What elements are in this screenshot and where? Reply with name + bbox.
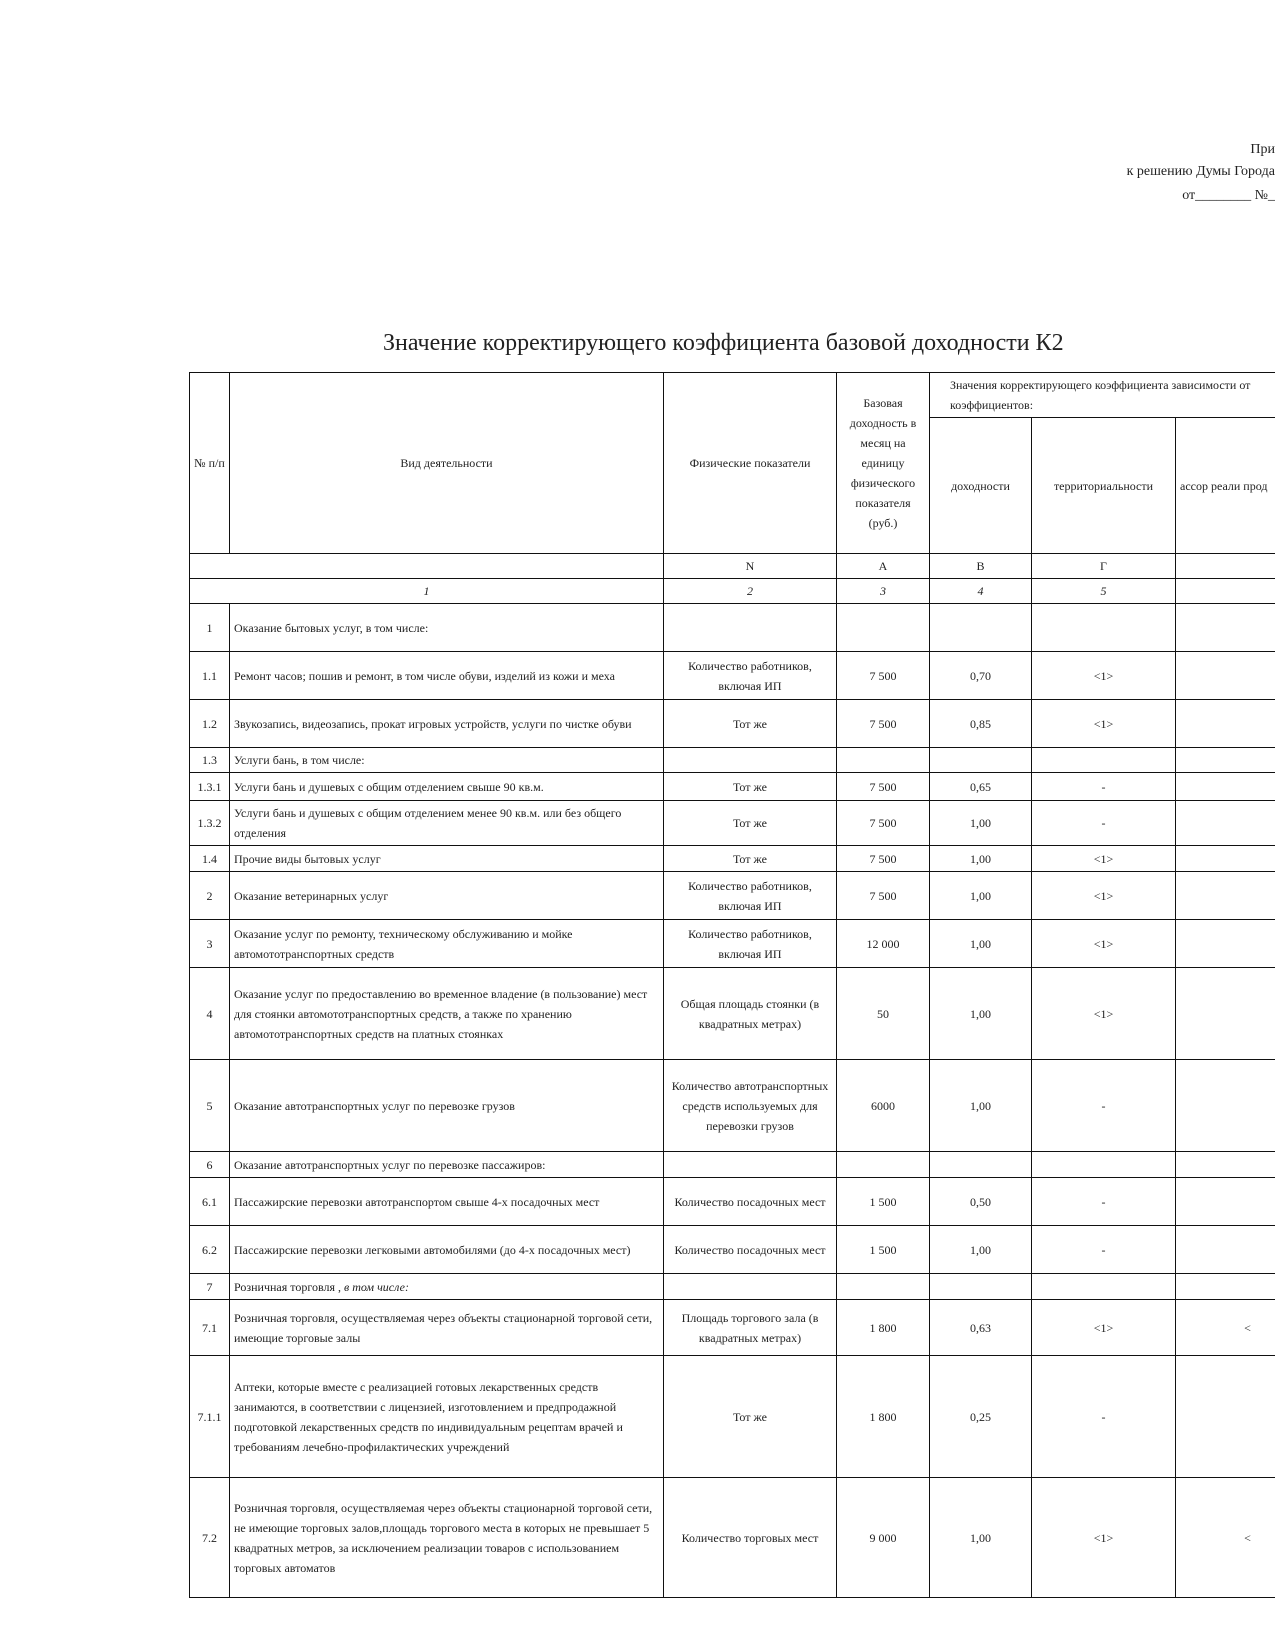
table-row bbox=[190, 920, 1275, 968]
row-extra-coef bbox=[1176, 920, 1275, 968]
row-num: 1.3.1 bbox=[190, 773, 230, 801]
row-income-coef: 1,00 bbox=[930, 1478, 1032, 1598]
row-income-coef: 1,00 bbox=[930, 872, 1032, 920]
row-num: 2 bbox=[190, 872, 230, 920]
colnum-3: 3 bbox=[837, 579, 930, 604]
row-physical bbox=[664, 1152, 837, 1178]
row-income-coef: 1,00 bbox=[930, 920, 1032, 968]
letter-g: Г bbox=[1032, 554, 1176, 579]
row-extra-coef bbox=[1176, 1178, 1275, 1226]
row-income-coef: 1,00 bbox=[930, 1060, 1032, 1152]
row-num: 1 bbox=[190, 604, 230, 652]
row-territory-coef: - bbox=[1032, 1178, 1176, 1226]
row-activity: Звукозапись, видеозапись, прокат игровых устройств, услуги по чистке обуви bbox=[230, 700, 664, 748]
header-activity: Вид деятельности bbox=[230, 373, 664, 554]
row-activity: Оказание ветеринарных услуг bbox=[230, 872, 664, 920]
row-extra-coef bbox=[1176, 652, 1275, 700]
row-territory-coef: <1> bbox=[1032, 1478, 1176, 1598]
row-territory-coef: <1> bbox=[1032, 846, 1176, 872]
row-base-income: 50 bbox=[837, 968, 930, 1060]
row-territory-coef: - bbox=[1032, 1356, 1176, 1478]
row-activity: Услуги бань и душевых с общим отделением менее 90 кв.м. или без общего отделения bbox=[230, 801, 664, 846]
header-coef-group bbox=[930, 373, 1275, 418]
header-income: доходности bbox=[930, 418, 1032, 554]
row-physical bbox=[664, 748, 837, 773]
row-num: 7 bbox=[190, 1274, 230, 1300]
header-territory: территориальности bbox=[1032, 418, 1176, 554]
row-base-income: 7 500 bbox=[837, 872, 930, 920]
table-row bbox=[190, 773, 1275, 801]
colnum-6 bbox=[1176, 579, 1275, 604]
row-physical: Площадь торгового зала (в квадратных метрах) bbox=[664, 1300, 837, 1356]
coefficient-table-wrapper bbox=[189, 372, 1275, 1650]
row-extra-coef bbox=[1176, 700, 1275, 748]
table-body bbox=[190, 604, 1275, 1598]
row-territory-coef: <1> bbox=[1032, 968, 1176, 1060]
table-row bbox=[190, 1178, 1275, 1226]
row-income-coef: 0,85 bbox=[930, 700, 1032, 748]
row-extra-coef bbox=[1176, 872, 1275, 920]
row-physical bbox=[664, 1274, 837, 1300]
row-territory-coef bbox=[1032, 604, 1176, 652]
table-row bbox=[190, 1274, 1275, 1300]
table-row bbox=[190, 1226, 1275, 1274]
row-num: 1.4 bbox=[190, 846, 230, 872]
colnum-1: 1 bbox=[190, 579, 664, 604]
row-income-coef: 1,00 bbox=[930, 801, 1032, 846]
row-base-income: 7 500 bbox=[837, 700, 930, 748]
header-assortment: ассор реали прод bbox=[1176, 418, 1275, 554]
row-num: 7.2 bbox=[190, 1478, 230, 1598]
row-physical: Количество посадочных мест bbox=[664, 1226, 837, 1274]
row-activity: Услуги бань, в том числе: bbox=[230, 748, 664, 773]
row-base-income: 7 500 bbox=[837, 652, 930, 700]
row-num: 7.1 bbox=[190, 1300, 230, 1356]
table-row bbox=[190, 1356, 1275, 1478]
row-base-income: 1 500 bbox=[837, 1226, 930, 1274]
row-income-coef bbox=[930, 1274, 1032, 1300]
row-income-coef: 0,25 bbox=[930, 1356, 1032, 1478]
row-base-income: 7 500 bbox=[837, 801, 930, 846]
row-num: 3 bbox=[190, 920, 230, 968]
row-base-income: 9 000 bbox=[837, 1478, 930, 1598]
row-extra-coef bbox=[1176, 846, 1275, 872]
row-income-coef: 1,00 bbox=[930, 1226, 1032, 1274]
date-number-line: от________ №_ bbox=[1182, 188, 1275, 203]
row-extra-coef: < bbox=[1176, 1300, 1275, 1356]
colnum-2: 2 bbox=[664, 579, 837, 604]
row-num: 1.2 bbox=[190, 700, 230, 748]
table-row bbox=[190, 1152, 1275, 1178]
letters-blank bbox=[190, 554, 664, 579]
decision-reference: к решению Думы Города bbox=[1126, 164, 1275, 179]
row-income-coef bbox=[930, 604, 1032, 652]
table-row bbox=[190, 1300, 1275, 1356]
row-income-coef: 1,00 bbox=[930, 846, 1032, 872]
document-title: Значение корректирующего коэффициента базовой доходности К2 bbox=[383, 330, 1064, 356]
row-activity: Оказание автотранспортных услуг по перевозке грузов bbox=[230, 1060, 664, 1152]
row-num: 1.1 bbox=[190, 652, 230, 700]
row-activity: Пассажирские перевозки автотранспортом свыше 4-х посадочных мест bbox=[230, 1178, 664, 1226]
row-physical: Количество посадочных мест bbox=[664, 1178, 837, 1226]
table-row bbox=[190, 700, 1275, 748]
table-row bbox=[190, 968, 1275, 1060]
row-activity-italic: в том числе: bbox=[344, 1279, 409, 1294]
row-base-income: 1 800 bbox=[837, 1356, 930, 1478]
row-num: 4 bbox=[190, 968, 230, 1060]
row-activity: Аптеки, которые вместе с реализацией готовых лекарственных средств занимаются, в соответствии с лицензией, изготовлением и предпродажной подготовкой лекарственных средств по индивидуальным рецептам врачей и требованиям лечебно-профилактических учреждений bbox=[230, 1356, 664, 1478]
row-extra-coef bbox=[1176, 604, 1275, 652]
row-activity: Услуги бань и душевых с общим отделением свыше 90 кв.м. bbox=[230, 773, 664, 801]
letter-b: В bbox=[930, 554, 1032, 579]
row-base-income: 7 500 bbox=[837, 846, 930, 872]
row-num: 7.1.1 bbox=[190, 1356, 230, 1478]
row-base-income: 1 500 bbox=[837, 1178, 930, 1226]
row-base-income: 1 800 bbox=[837, 1300, 930, 1356]
header-physical: Физические показатели bbox=[664, 373, 837, 554]
row-extra-coef bbox=[1176, 1226, 1275, 1274]
row-physical: Количество автотранспортных средств используемых для перевозки грузов bbox=[664, 1060, 837, 1152]
row-base-income: 7 500 bbox=[837, 773, 930, 801]
row-income-coef bbox=[930, 748, 1032, 773]
row-physical: Количество работников, включая ИП bbox=[664, 920, 837, 968]
row-physical: Количество работников, включая ИП bbox=[664, 872, 837, 920]
row-income-coef: 1,00 bbox=[930, 968, 1032, 1060]
row-territory-coef: <1> bbox=[1032, 920, 1176, 968]
row-extra-coef bbox=[1176, 1060, 1275, 1152]
row-physical: Тот же bbox=[664, 700, 837, 748]
row-territory-coef: - bbox=[1032, 1226, 1176, 1274]
row-extra-coef bbox=[1176, 801, 1275, 846]
row-activity-text: Розничная торговля , bbox=[234, 1279, 341, 1294]
row-territory-coef bbox=[1032, 748, 1176, 773]
row-physical: Общая площадь стоянки (в квадратных метрах) bbox=[664, 968, 837, 1060]
row-base-income bbox=[837, 604, 930, 652]
table-row bbox=[190, 872, 1275, 920]
row-activity: Пассажирские перевозки легковыми автомобилями (до 4-х посадочных мест) bbox=[230, 1226, 664, 1274]
coefficient-table bbox=[189, 372, 1275, 1598]
colnum-4: 4 bbox=[930, 579, 1032, 604]
table-row bbox=[190, 748, 1275, 773]
row-extra-coef bbox=[1176, 1274, 1275, 1300]
row-territory-coef: - bbox=[1032, 1060, 1176, 1152]
row-activity bbox=[230, 1274, 664, 1300]
row-base-income: 6000 bbox=[837, 1060, 930, 1152]
table-row bbox=[190, 652, 1275, 700]
row-physical: Тот же bbox=[664, 1356, 837, 1478]
row-num: 1.3.2 bbox=[190, 801, 230, 846]
row-num: 6.2 bbox=[190, 1226, 230, 1274]
row-physical: Количество работников, включая ИП bbox=[664, 652, 837, 700]
row-activity: Ремонт часов; пошив и ремонт, в том числе обуви, изделий из кожи и меха bbox=[230, 652, 664, 700]
row-territory-coef: - bbox=[1032, 801, 1176, 846]
row-territory-coef: <1> bbox=[1032, 652, 1176, 700]
row-territory-coef: <1> bbox=[1032, 1300, 1176, 1356]
header-coef-group-text: Значения корректирующего коэффициента зависимости от коэффициентов: bbox=[950, 378, 1251, 412]
row-activity: Оказание бытовых услуг, в том числе: bbox=[230, 604, 664, 652]
row-base-income bbox=[837, 1274, 930, 1300]
row-activity: Розничная торговля, осуществляемая через объекты стационарной торговой сети, имеющие торговые залы bbox=[230, 1300, 664, 1356]
letter-n: N bbox=[664, 554, 837, 579]
row-extra-coef bbox=[1176, 968, 1275, 1060]
row-base-income: 12 000 bbox=[837, 920, 930, 968]
row-territory-coef: - bbox=[1032, 773, 1176, 801]
row-territory-coef bbox=[1032, 1274, 1176, 1300]
colnum-5: 5 bbox=[1032, 579, 1176, 604]
row-territory-coef: <1> bbox=[1032, 700, 1176, 748]
table-row bbox=[190, 1478, 1275, 1598]
row-extra-coef bbox=[1176, 1356, 1275, 1478]
row-income-coef: 0,50 bbox=[930, 1178, 1032, 1226]
table-row bbox=[190, 1060, 1275, 1152]
table-row bbox=[190, 801, 1275, 846]
row-extra-coef: < bbox=[1176, 1478, 1275, 1598]
header-num: № п/п bbox=[190, 373, 230, 554]
header-base-income: Базовая доходность в месяц на единицу физического показателя (руб.) bbox=[837, 373, 930, 554]
row-physical: Тот же bbox=[664, 773, 837, 801]
letter-extra bbox=[1176, 554, 1275, 579]
row-activity: Розничная торговля, осуществляемая через объекты стационарной торговой сети, не имеющие торговых залов,площадь торгового места в которых не превышает 5 квадратных метров, за исключением реализации товаров с использованием торговых автоматов bbox=[230, 1478, 664, 1598]
row-physical: Тот же bbox=[664, 801, 837, 846]
row-income-coef: 0,70 bbox=[930, 652, 1032, 700]
row-territory-coef bbox=[1032, 1152, 1176, 1178]
row-income-coef: 0,65 bbox=[930, 773, 1032, 801]
row-extra-coef bbox=[1176, 773, 1275, 801]
row-physical: Количество торговых мест bbox=[664, 1478, 837, 1598]
appendix-label: При bbox=[1250, 142, 1275, 157]
row-income-coef bbox=[930, 1152, 1032, 1178]
row-num: 5 bbox=[190, 1060, 230, 1152]
row-activity: Прочие виды бытовых услуг bbox=[230, 846, 664, 872]
row-physical bbox=[664, 604, 837, 652]
row-physical: Тот же bbox=[664, 846, 837, 872]
table-row bbox=[190, 846, 1275, 872]
row-extra-coef bbox=[1176, 748, 1275, 773]
row-base-income bbox=[837, 748, 930, 773]
row-extra-coef bbox=[1176, 1152, 1275, 1178]
row-num: 6 bbox=[190, 1152, 230, 1178]
row-base-income bbox=[837, 1152, 930, 1178]
letter-a: А bbox=[837, 554, 930, 579]
row-income-coef: 0,63 bbox=[930, 1300, 1032, 1356]
row-territory-coef: <1> bbox=[1032, 872, 1176, 920]
row-activity: Оказание услуг по предоставлению во временное владение (в пользование) мест для стоянки автомототранспортных средств, а также по хранению автомототранспортных средств на платных стоянках bbox=[230, 968, 664, 1060]
row-num: 6.1 bbox=[190, 1178, 230, 1226]
row-num: 1.3 bbox=[190, 748, 230, 773]
row-activity: Оказание услуг по ремонту, техническому обслуживанию и мойке автомототранспортных средств bbox=[230, 920, 664, 968]
table-row bbox=[190, 604, 1275, 652]
row-activity: Оказание автотранспортных услуг по перевозке пассажиров: bbox=[230, 1152, 664, 1178]
